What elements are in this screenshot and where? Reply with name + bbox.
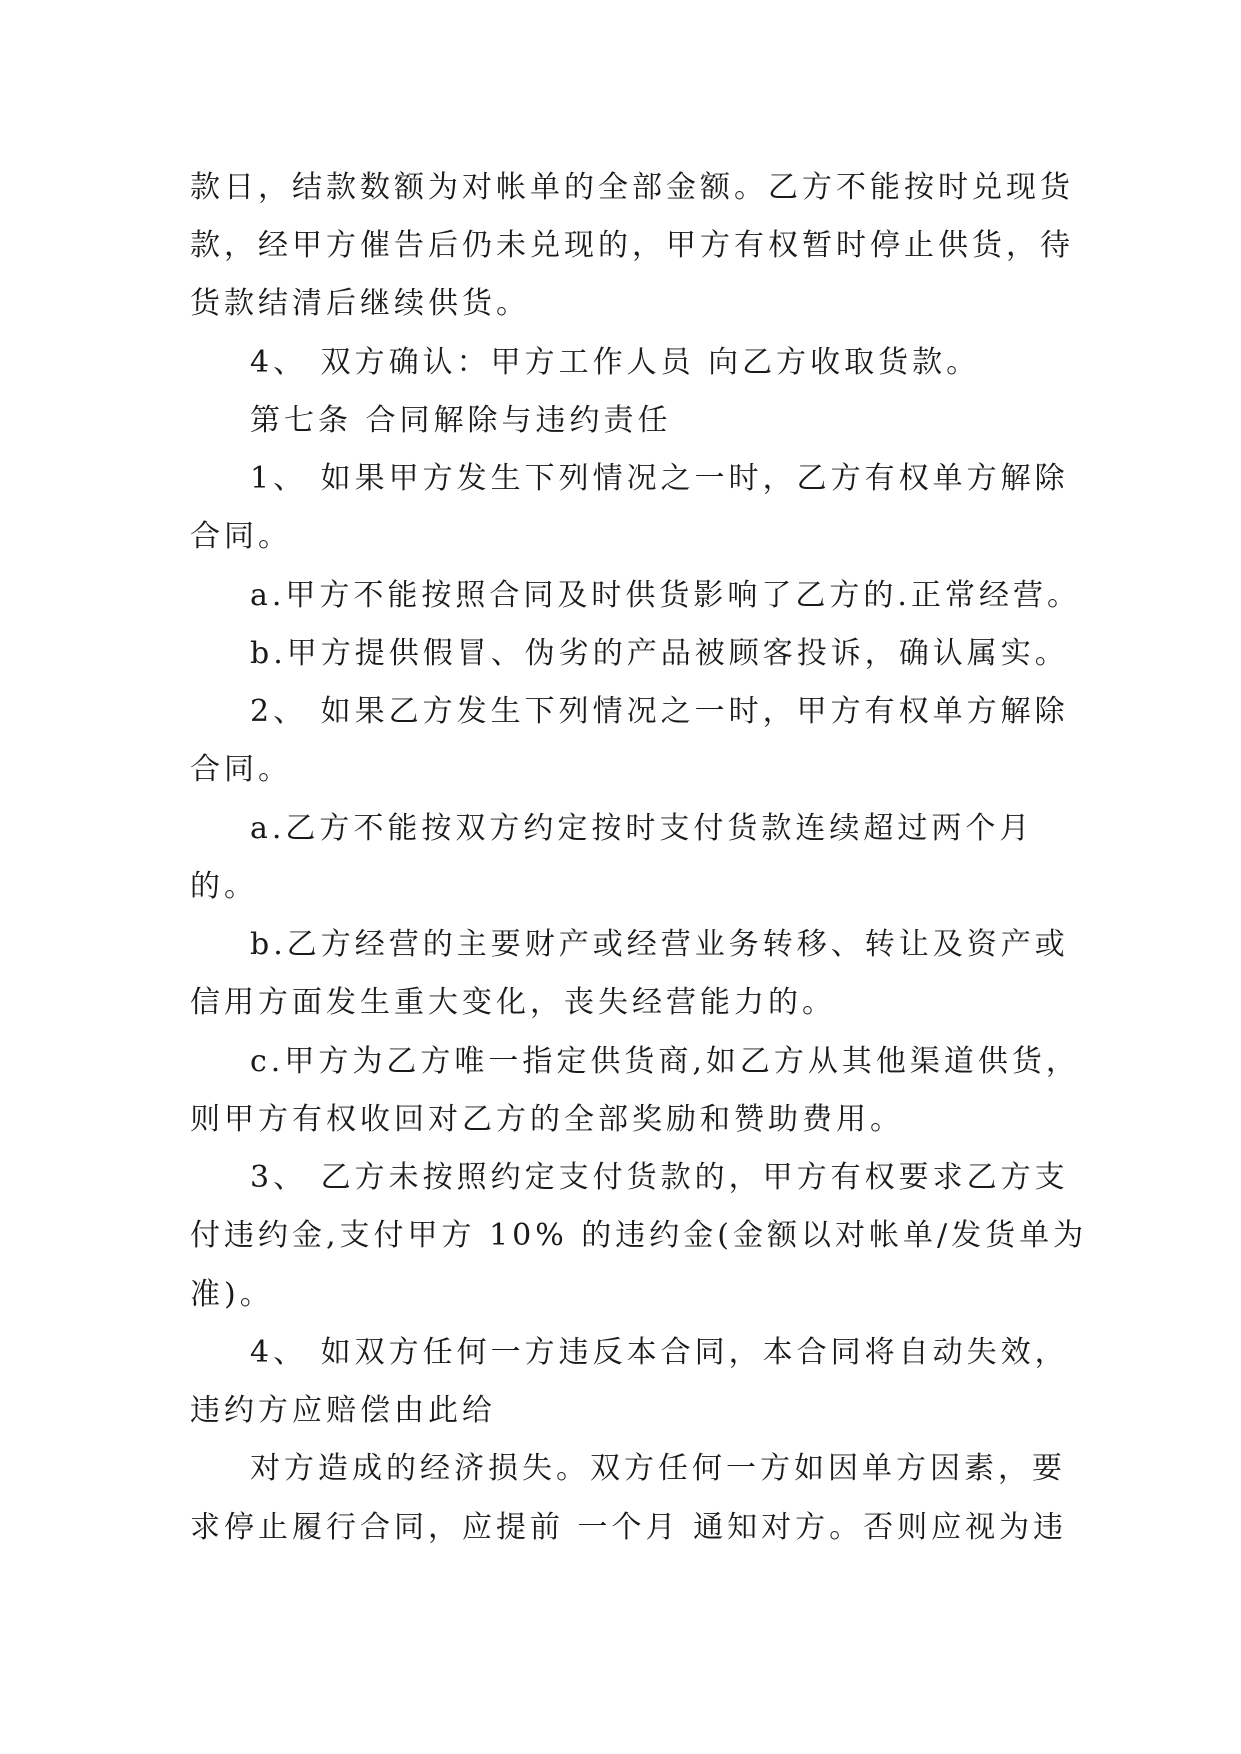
text-line-23: 对方造成的经济损失。双方任何一方如因单方因素，要 xyxy=(250,1451,1066,1486)
item-a-supply-delay: a.甲方不能按照合同及时供货影响了乙方的.正常经营。 xyxy=(250,578,1081,613)
text-line-3: 货款结清后继续供货。 xyxy=(190,286,530,321)
item-b-counterfeit-products: b.甲方提供假冒、伪劣的产品被顾客投诉，确认属实。 xyxy=(250,636,1069,671)
text-line-13: 的。 xyxy=(190,869,258,904)
clause-4-breach: 4、 如双方任何一方违反本合同，本合同将自动失效， xyxy=(250,1335,1069,1370)
text-line-2: 款，经甲方催告后仍未兑现的，甲方有权暂时停止供货，待 xyxy=(190,228,1074,263)
clause-4-payment-collection: 4、 双方确认：甲方工作人员 向乙方收取货款。 xyxy=(250,345,981,380)
item-b-asset-transfer: b.乙方经营的主要财产或经营业务转移、转让及资产或 xyxy=(250,927,1069,962)
text-line-20: 准)。 xyxy=(190,1277,274,1312)
item-c-exclusive-supplier: c.甲方为乙方唯一指定供货商,如乙方从其他渠道供货， xyxy=(250,1044,1080,1079)
article-7-heading: 第七条 合同解除与违约责任 xyxy=(250,403,672,438)
text-line-7: 合同。 xyxy=(190,519,292,554)
clause-1-party-a-conditions: 1、 如果甲方发生下列情况之一时，乙方有权单方解除 xyxy=(250,461,1069,496)
clause-2-party-b-conditions: 2、 如果乙方发生下列情况之一时，甲方有权单方解除 xyxy=(250,694,1069,729)
item-a-late-payment: a.乙方不能按双方约定按时支付货款连续超过两个月 xyxy=(250,811,1034,846)
clause-3-penalty: 3、 乙方未按照约定支付货款的，甲方有权要求乙方支 xyxy=(250,1160,1069,1195)
text-line-1: 款日，结款数额为对帐单的全部金额。乙方不能按时兑现货 xyxy=(190,170,1074,205)
text-line-15: 信用方面发生重大变化，丧失经营能力的。 xyxy=(190,985,836,1020)
text-line-17: 则甲方有权收回对乙方的全部奖励和赞助费用。 xyxy=(190,1102,904,1137)
text-line-22: 违约方应赔偿由此给 xyxy=(190,1393,496,1428)
text-line-24: 求停止履行合同，应提前 一个月 通知对方。否则应视为违 xyxy=(190,1510,1068,1545)
text-line-11: 合同。 xyxy=(190,752,292,787)
text-line-19: 付违约金,支付甲方 10% 的违约金(金额以对帐单/发货单为 xyxy=(190,1218,1088,1253)
